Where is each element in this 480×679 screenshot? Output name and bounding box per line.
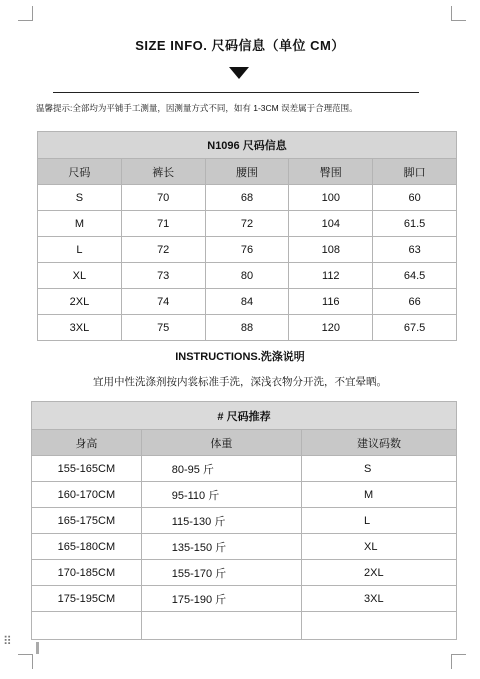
table-cell: 165-175CM — [32, 508, 142, 534]
table-cell: S — [302, 456, 457, 482]
table-row — [38, 211, 457, 237]
column-header: 腰围 — [205, 159, 289, 185]
table-cell: 175-190 斤 — [141, 586, 301, 612]
table-cell: 115-130 斤 — [141, 508, 301, 534]
size-recommendation-table — [31, 401, 457, 640]
table-cell: 60 — [373, 185, 457, 211]
divider — [53, 92, 419, 93]
drag-handle-icon[interactable]: ⠿ — [3, 634, 11, 648]
table-row — [32, 612, 457, 640]
table-cell: 72 — [121, 237, 205, 263]
table-row — [32, 456, 457, 482]
table-cell: 3XL — [302, 586, 457, 612]
table-row — [32, 586, 457, 612]
table-cell — [302, 612, 457, 640]
washing-instructions: 宜用中性洗涤剂按内裳标准手洗，深浅衣物分开洗，不宜晕晒。 — [93, 376, 387, 388]
table-caption: # 尺码推荐 — [32, 402, 457, 430]
table-row — [38, 263, 457, 289]
table-row — [38, 289, 457, 315]
table-cell: L — [302, 508, 457, 534]
table-row — [38, 237, 457, 263]
table-cell: 116 — [289, 289, 373, 315]
table-cell: 155-170 斤 — [141, 560, 301, 586]
table-cell: 72 — [205, 211, 289, 237]
table-cell: XL — [302, 534, 457, 560]
table-cell: 155-165CM — [32, 456, 142, 482]
table-cell: 64.5 — [373, 263, 457, 289]
table-row — [38, 315, 457, 341]
table-row — [38, 185, 457, 211]
table-cell: 3XL — [38, 315, 122, 341]
column-header: 臀围 — [289, 159, 373, 185]
table-cell: 135-150 斤 — [141, 534, 301, 560]
table-cell: 70 — [121, 185, 205, 211]
table-cell: 80-95 斤 — [141, 456, 301, 482]
table-cell: 67.5 — [373, 315, 457, 341]
table-cell: M — [38, 211, 122, 237]
table-cell: S — [38, 185, 122, 211]
page-corner-mark — [18, 6, 33, 21]
table-cell: 170-185CM — [32, 560, 142, 586]
table-cell: 2XL — [38, 289, 122, 315]
instructions-title: INSTRUCTIONS.洗涤说明 — [175, 351, 305, 363]
down-arrow-icon — [229, 67, 249, 79]
table-row — [32, 560, 457, 586]
column-header: 脚口 — [373, 159, 457, 185]
table-cell: 68 — [205, 185, 289, 211]
column-header: 裤长 — [121, 159, 205, 185]
table-row — [32, 482, 457, 508]
table-cell: 160-170CM — [32, 482, 142, 508]
column-header: 建议码数 — [302, 430, 457, 456]
table-cell: M — [302, 482, 457, 508]
size-info-table — [37, 131, 457, 341]
table-cell: 108 — [289, 237, 373, 263]
table-caption: N1096 尺码信息 — [38, 132, 457, 159]
page-corner-mark — [451, 6, 466, 21]
table-cell: 104 — [289, 211, 373, 237]
table-cell: 100 — [289, 185, 373, 211]
table-cell: 95-110 斤 — [141, 482, 301, 508]
table-cell: 74 — [121, 289, 205, 315]
table-cell: 175-195CM — [32, 586, 142, 612]
table-row — [32, 508, 457, 534]
column-header: 尺码 — [38, 159, 122, 185]
page-corner-mark — [18, 654, 33, 669]
table-cell: 73 — [121, 263, 205, 289]
table-row — [32, 534, 457, 560]
table-cell: 120 — [289, 315, 373, 341]
page-corner-mark — [451, 654, 466, 669]
table-cell: 76 — [205, 237, 289, 263]
text-cursor — [36, 642, 39, 654]
table-cell: 75 — [121, 315, 205, 341]
table-cell: XL — [38, 263, 122, 289]
table-cell: 88 — [205, 315, 289, 341]
table-cell: 61.5 — [373, 211, 457, 237]
table-cell: 165-180CM — [32, 534, 142, 560]
table-cell — [32, 612, 142, 640]
column-header: 身高 — [32, 430, 142, 456]
table-cell: 80 — [205, 263, 289, 289]
table-cell: 84 — [205, 289, 289, 315]
table-cell: 63 — [373, 237, 457, 263]
table-cell: 71 — [121, 211, 205, 237]
measurement-notice: 温馨提示:全部均为平铺手工测量，因测量方式不同，如有 1-3CM 误差属于合理范围。 — [36, 103, 358, 113]
page-title: SIZE INFO. 尺码信息（单位 CM） — [135, 38, 345, 53]
column-header: 体重 — [141, 430, 301, 456]
table-cell: 2XL — [302, 560, 457, 586]
table-cell: 66 — [373, 289, 457, 315]
table-cell — [141, 612, 301, 640]
table-cell: 112 — [289, 263, 373, 289]
table-cell: L — [38, 237, 122, 263]
